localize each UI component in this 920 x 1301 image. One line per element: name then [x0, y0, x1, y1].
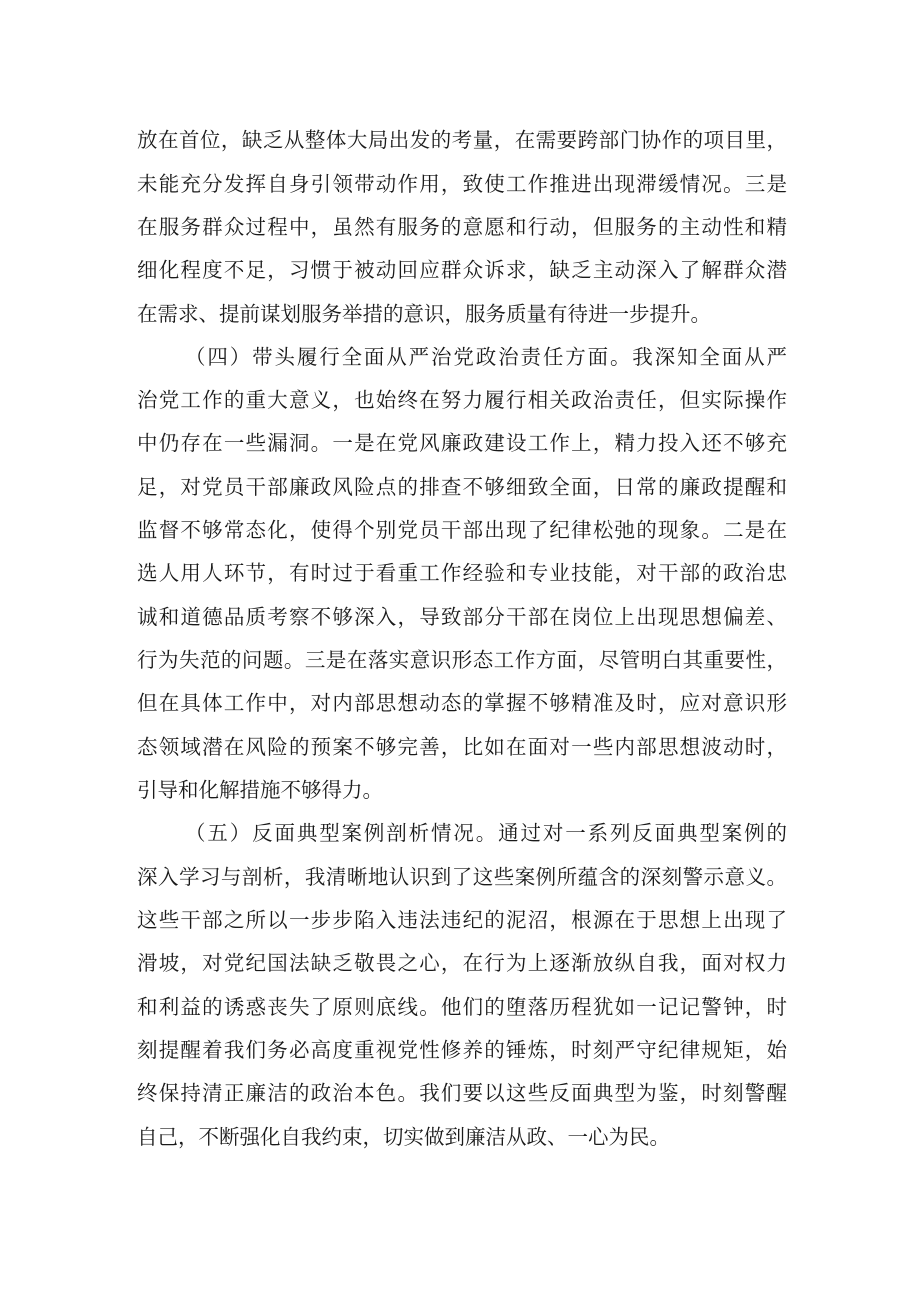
text-line: 深入学习与剖析，我清晰地认识到了这些案例所蕴含的深刻警示意义。	[137, 865, 787, 889]
text-line: 放在首位，缺乏从整体大局出发的考量，在需要跨部门协作的项目里，	[137, 128, 787, 152]
text-line: 引导和化解措施不够得力。	[137, 778, 383, 802]
text-line: 滑坡，对党纪国法缺乏敬畏之心，在行为上逐渐放纵自我，面对权力	[137, 951, 787, 975]
text-line: 监督不够常态化，使得个别党员干部出现了纪律松弛的现象。二是在	[137, 518, 787, 542]
text-line: 选人用人环节，有时过于看重工作经验和专业技能，对干部的政治忠	[137, 561, 787, 585]
text-line: 治党工作的重大意义，也始终在努力履行相关政治责任，但实际操作	[137, 388, 787, 412]
text-line: 行为失范的问题。三是在落实意识形态工作方面，尽管明白其重要性，	[137, 648, 787, 672]
text-line: 和利益的诱惑丧失了原则底线。他们的堕落历程犹如一记记警钟，时	[137, 995, 787, 1019]
text-line: 但在具体工作中，对内部思想动态的掌握不够精准及时，应对意识形	[137, 691, 787, 715]
text-line: 细化程度不足，习惯于被动回应群众诉求，缺乏主动深入了解群众潜	[137, 258, 787, 282]
text-line: 自己，不断强化自我约束，切实做到廉洁从政、一心为民。	[137, 1125, 670, 1149]
text-line: 未能充分发挥自身引领带动作用，致使工作推进出现滞缓情况。三是	[137, 172, 787, 196]
section-heading-four: （四）带头履行全面从严治党政治责任方面。我深知全面从严	[185, 345, 787, 369]
text-line: 这些干部之所以一步步陷入违法违纪的泥沼，根源在于思想上出现了	[137, 908, 787, 932]
text-line: 诚和道德品质考察不够深入，导致部分干部在岗位上出现思想偏差、	[137, 605, 787, 629]
text-line: 在服务群众过程中，虽然有服务的意愿和行动，但服务的主动性和精	[137, 215, 787, 239]
text-line: 中仍存在一些漏洞。一是在党风廉政建设工作上，精力投入还不够充	[137, 431, 787, 455]
text-line: 终保持清正廉洁的政治本色。我们要以这些反面典型为鉴，时刻警醒	[137, 1081, 787, 1105]
text-line: 足，对党员干部廉政风险点的排查不够细致全面，日常的廉政提醒和	[137, 475, 787, 499]
section-heading-five: （五）反面典型案例剖析情况。通过对一系列反面典型案例的	[185, 821, 787, 845]
text-line: 刻提醒着我们务必高度重视党性修养的锤炼，时刻严守纪律规矩，始	[137, 1038, 787, 1062]
text-line: 在需求、提前谋划服务举措的意识，服务质量有待进一步提升。	[137, 302, 711, 326]
text-line: 态领域潜在风险的预案不够完善，比如在面对一些内部思想波动时，	[137, 735, 787, 759]
